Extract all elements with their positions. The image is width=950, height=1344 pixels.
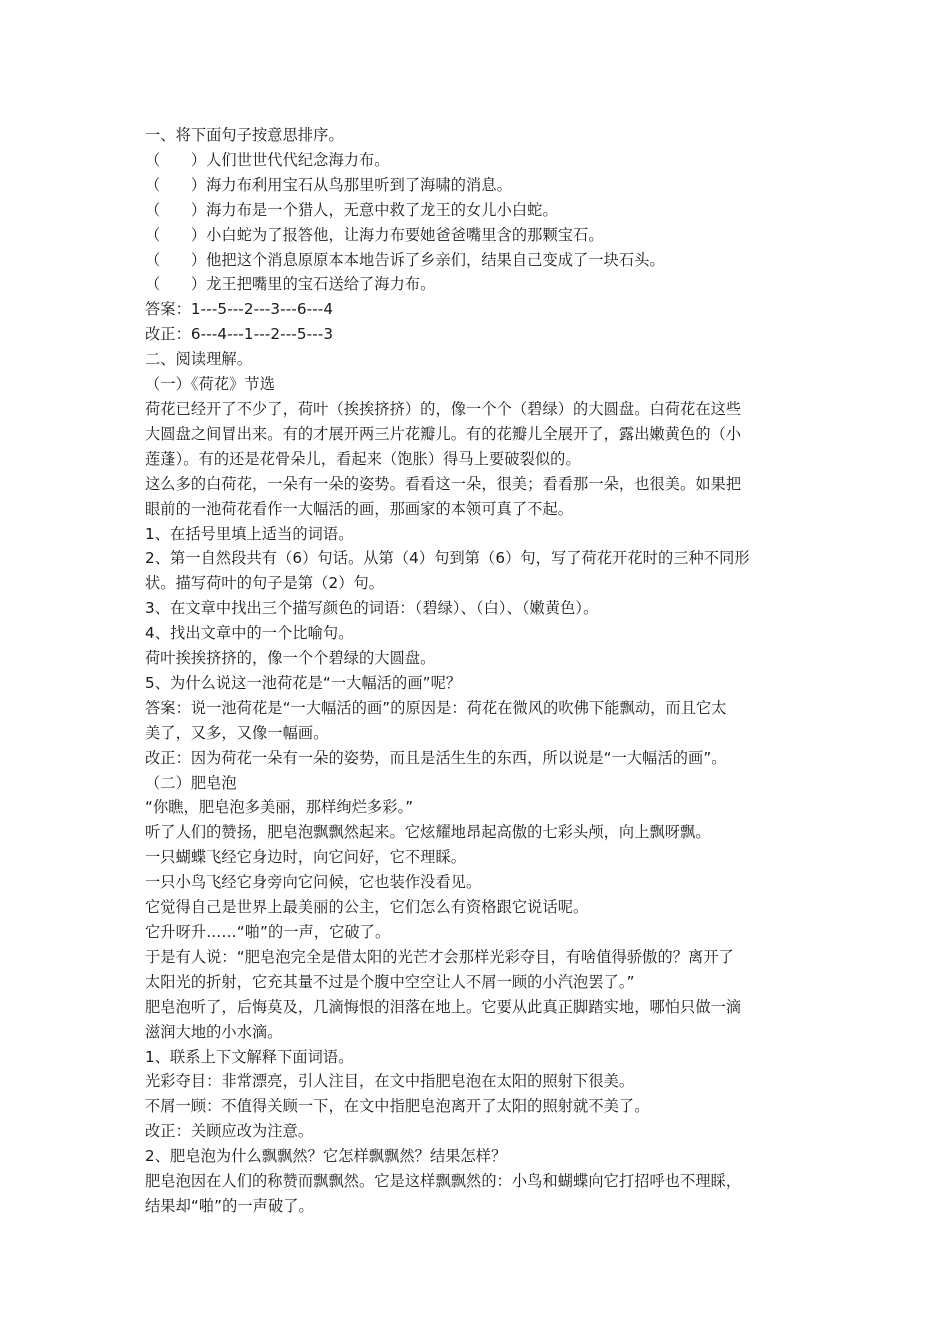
correction-line: 改正：关顾应改为注意。: [145, 1122, 314, 1141]
question-line: 5、为什么说这一池荷花是“一大幅活的画”呢？: [145, 673, 462, 692]
passage-text: 一只蝴蝶飞经它身边时，向它问好，它不理睬。: [145, 848, 467, 867]
ordering-item: （ ）海力布是一个猎人，无意中救了龙王的女儿小白蛇。: [145, 200, 558, 219]
passage-text: 肥皂泡听了，后悔莫及，几滴悔恨的泪落在地上。它要从此真正脚踏实地，哪怕只做一滴: [145, 997, 742, 1016]
passage-text: 荷花已经开了不少了，荷叶（挨挨挤挤）的，像一个个（碧绿）的大圆盘。白荷花在这些: [145, 399, 742, 418]
passage-text: 这么多的白荷花，一朵有一朵的姿势。看看这一朵，很美；看看那一朵，也很美。如果把: [145, 474, 742, 493]
passage-text: “你瞧，肥皂泡多美丽，那样绚烂多彩。”: [145, 798, 414, 817]
ordering-item: （ ）小白蛇为了报答他，让海力布要她爸爸嘴里含的那颗宝石。: [145, 225, 604, 244]
passage-title-lotus: （一）《荷花》节选: [145, 375, 275, 394]
ordering-item: （ ）海力布利用宝石从鸟那里听到了海啸的消息。: [145, 175, 512, 194]
question-line: 状。描写荷叶的句子是第（2）句。: [145, 574, 385, 593]
section-heading-ordering: 一、将下面句子按意思排序。: [145, 126, 344, 144]
passage-text: 于是有人说：“肥皂泡完全是借太阳的光芒才会那样光彩夺目，有啥值得骄傲的？离开了: [145, 947, 734, 966]
question-line: 2、肥皂泡为什么飘飘然？它怎样飘飘然？结果怎样？: [145, 1147, 507, 1166]
question-line: 1、在括号里填上适当的词语。: [145, 524, 354, 543]
answer-line: 光彩夺目：非常漂亮，引人注目，在文中指肥皂泡在太阳的照射下很美。: [145, 1072, 635, 1091]
passage-text: 一只小鸟飞经它身旁向它问候，它也装作没看见。: [145, 873, 482, 892]
question-line: 4、找出文章中的一个比喻句。: [145, 624, 354, 643]
passage-text: 太阳光的折射，它充其量不过是个腹中空空让人不屑一顾的小汽泡罢了。”: [145, 972, 635, 991]
ordering-item: （ ）人们世世代代纪念海力布。: [145, 150, 390, 169]
question-line: 3、在文章中找出三个描写颜色的词语：（碧绿）、（白）、（嫩黄色）。: [145, 599, 599, 618]
answer-line: 美了，又多，又像一幅画。: [145, 723, 329, 742]
answer-line: 结果却“啪”的一声破了。: [145, 1196, 314, 1215]
correction-line: 改正：因为荷花一朵有一朵的姿势，而且是活生生的东西，所以说是“一大幅活的画”。: [145, 748, 727, 767]
passage-text: 莲蓬）。有的还是花骨朵儿，看起来（饱胀）得马上要破裂似的。: [145, 449, 581, 468]
answer-line: 答案：说一池荷花是“一大幅活的画”的原因是：荷花在微风的吹佛下能飘动，而且它太: [145, 698, 727, 717]
passage-text: 眼前的一池荷花看作一大幅活的画，那画家的本领可真了不起。: [145, 499, 574, 518]
answer-line: 荷叶挨挨挤挤的，像一个个碧绿的大圆盘。: [145, 649, 436, 668]
passage-text: 听了人们的赞扬，肥皂泡飘飘然起来。它炫耀地昂起高傲的七彩头颅，向上飘呀飘。: [145, 823, 711, 842]
passage-text: 大圆盘之间冒出来。有的才展开两三片花瓣儿。有的花瓣儿全展开了，露出嫩黄色的（小: [145, 424, 742, 443]
ordering-item: （ ）他把这个消息原原本本地告诉了乡亲们，结果自己变成了一块石头。: [145, 250, 665, 269]
passage-text: 它觉得自己是世界上最美丽的公主，它们怎么有资格跟它说话呢。: [145, 898, 589, 917]
answer-line: 答案：1---5---2---3---6---4: [145, 300, 334, 319]
answer-line: 不屑一顾：不值得关顾一下，在文中指肥皂泡离开了太阳的照射就不美了。: [145, 1097, 650, 1116]
section-heading-reading: 二、阅读理解。: [145, 350, 253, 369]
answer-line: 肥皂泡因在人们的称赞而飘飘然。它是这样飘飘然的：小鸟和蝴蝶向它打招呼也不理睬，: [145, 1172, 742, 1191]
document-body: [145, 123, 813, 1219]
correction-line: 改正：6---4---1---2---5---3: [145, 325, 334, 344]
question-line: 1、联系上下文解释下面词语。: [145, 1047, 354, 1066]
passage-text: 滋润大地的小水滴。: [145, 1022, 283, 1041]
passage-text: 它升呀升……“啪”的一声，它破了。: [145, 923, 391, 941]
ordering-item: （ ）龙王把嘴里的宝石送给了海力布。: [145, 275, 436, 294]
question-line: 2、第一自然段共有（6）句话。从第（4）句到第（6）句，写了荷花开花时的三种不同形: [145, 549, 750, 568]
passage-title-bubble: （二）肥皂泡: [145, 773, 237, 792]
